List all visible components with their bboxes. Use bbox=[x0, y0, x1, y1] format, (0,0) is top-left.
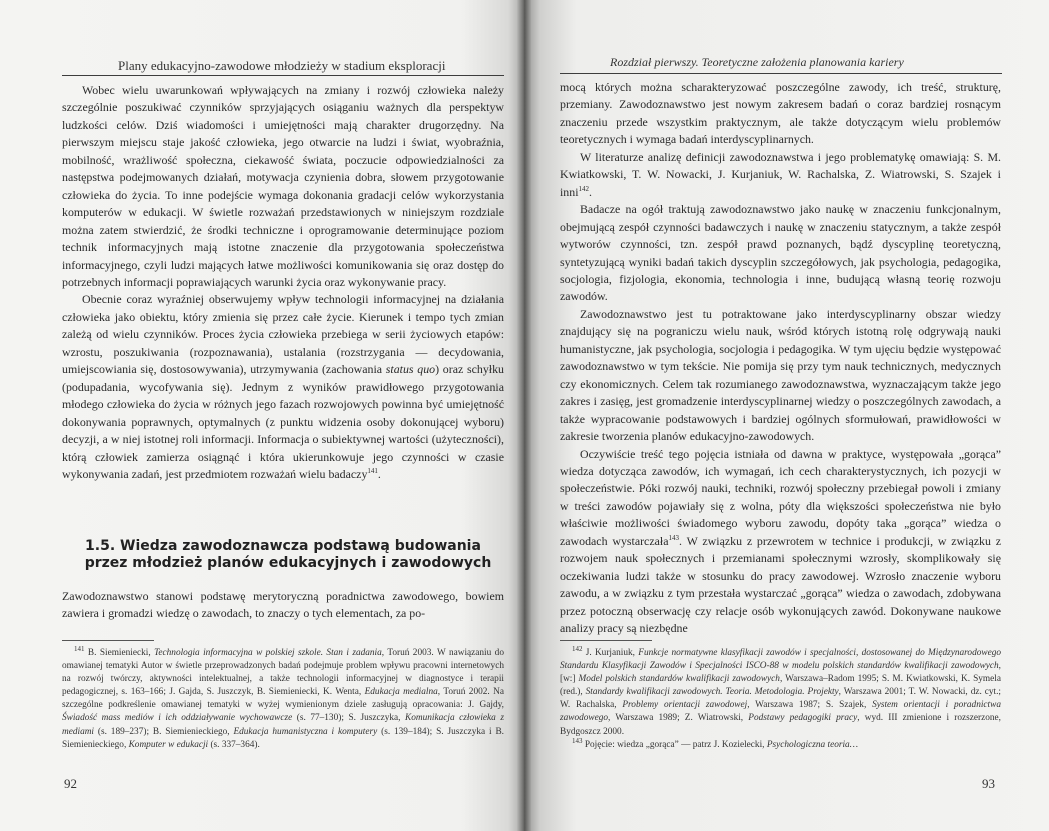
footnote-ref-142: 142 bbox=[578, 184, 589, 193]
footnote-141-title-3: Świadość mass mediów i ich oddziaływanie wychowawcze bbox=[62, 713, 293, 724]
header-rule-left bbox=[62, 75, 504, 76]
footnote-ref-143: 143 bbox=[668, 533, 679, 542]
page-number-right: 93 bbox=[982, 776, 995, 791]
footnote-142-title-2: Model polskich standardów kwalifikacji zawodowych bbox=[578, 674, 780, 685]
footnote-141-text-f: (s. 139–184); S. Juszczyka i B. Siemienieckiego, bbox=[62, 726, 504, 750]
footnote-142-title-4: Problemy orientacji zawodowej bbox=[622, 700, 748, 711]
right-paragraph-1: mocą których można scharakteryzować poszczególne zawody, ich treść, strukturę, przemiany. Zawodoznawstwo jest nowym zakresem badań o coraz bardziej rosnącym znaczeniu przede wszystkim praktycznym, ale także dotyczącym wielu problemów teoretycznych i wymaga badań interdyscyplinarnych. bbox=[560, 80, 1001, 147]
left-paragraph-2-part-a: Obecnie coraz wyraźniej obserwujemy wpływ technologii informacyjnej na działania człowieka jako obiektu, który zmienia się przez całe życie. Kierunek i tempo tych zmian zależą od wielu czynników. Proces życia człowieka przebiega w serii życiowych etapów: wzrostu, poszukiwania (rozpoznawania), ustalania (rozstrzygania — decydowania, umiejscowiania się, dostosowywania), utrzymywania (zachowania bbox=[62, 292, 504, 377]
footnote-rule-right bbox=[560, 640, 652, 641]
footnote-141-mark: 141 bbox=[74, 644, 85, 653]
footnote-143-mark: 143 bbox=[572, 736, 583, 745]
footnote-141-text-a: B. Siemieniecki, bbox=[84, 648, 155, 658]
right-paragraph-3: Badacze na ogół traktują zawodoznawstwo jako naukę w znaczeniu funkcjonalnym, obejmującą zespół czynności badawczych i naukę w znaczeniu statycznym, a także zespół wytworów czynności, tzn. zespół prawd poznanych, bądź dyscyplinę teoretyczną, syntetyzującą wyniki badań takich dyscyplin szczegółowych, jak psychologia, pedagogika, socjologia, fizjologia, ekonomia, technologia i inne, budującą własną teorię rozwoju zawodów. bbox=[560, 202, 1001, 304]
right-paragraph-2-end: . bbox=[589, 184, 592, 199]
right-paragraph-5 bbox=[560, 446, 1001, 638]
footnote-141-title-4: Komunikacja człowieka z mediami bbox=[62, 713, 504, 737]
right-paragraph-2 bbox=[560, 149, 1001, 201]
section-heading-line-2: przez młodzież planów edukacyjnych i zawodowych bbox=[84, 555, 492, 571]
running-header-left: Plany edukacyjno-zawodowe młodzieży w stadium eksploracji bbox=[118, 58, 446, 73]
footnote-141-text-c: , Toruń 2002. Na szczególne podkreślenie omawianej tematyki w wyżej wymienionym dziele zasługują opracowania: J. Gajdy, bbox=[62, 687, 504, 711]
section-heading-line-1: 1.5. Wiedza zawodoznawcza podstawą budowania bbox=[85, 538, 481, 554]
footnotes-right bbox=[560, 644, 1001, 752]
section-heading bbox=[62, 538, 504, 572]
footnote-142-text-a: J. Kurjaniuk, bbox=[582, 648, 639, 658]
left-paragraph-2-part-b: ) oraz schyłku (podupadania, wycofywania się). Jednym z wyników prawidłowego przygotowania młodego człowieka do życia w różnych jego fazach rozwojowych powinna być umiejętność dokonywania poprawnych, optymalnych (z punktu widzenia osoby dokonującej wyboru) decyzji, a w niej istotnej roli informacji. Informacja o subiektywnej wartości (użyteczności), którą człowiek zamierza osiągnąć i która ukierunkowuje jego czynności w czasie wykonywania zadań, jest przedmiotem rozważań wielu badaczy bbox=[62, 362, 504, 481]
footnote-141-text-b: , Toruń 2003. W nawiązaniu do omawianej tematyki Autor w świetle przeprowadzonych badań podejmuje problem wpływu pracowni internetowych na rozwój twórczy, aktywności intelektualnej, a także technologii informacyjnej w diagnostyce i terapii pedagogicznej, s. 163–166; J. Gajda, S. Juszczyk, B. Siemieniecki, K. Wenta, bbox=[62, 648, 504, 698]
footnote-141-title-1: Technologia informacyjna w polskiej szkole. Stan i zadania bbox=[154, 648, 382, 658]
footnote-142-text-c: , Warszawa–Radom 1995; S. M. Kwiatkowski, K. Symela (red.), bbox=[560, 674, 1001, 698]
left-body-text bbox=[62, 82, 504, 483]
footnote-141-text-d: (s. 77–130); S. Juszczyka, bbox=[292, 713, 406, 724]
right-paragraph-5-part-a: Oczywiście treść tego pojęcia istniała od dawna w praktyce, występowała „gorąca” wiedza dotycząca zawodów, ich wymagań, ich cech charakterystycznych, ich pozycji w społeczeństwie. Póki rozwój nauki, techniki, rozwój społeczny przebiegał powoli i zmiany w treści zawodów pojawiały się z wolna, póty dla większości społeczeństwa nie było właściwie możliwości świadomego wyboru zawodu, dopóty taka „gorąca” wiedza o zawodach wystarczała bbox=[560, 446, 1001, 548]
left-page bbox=[0, 0, 524, 831]
footnote-142-text-g: , wyd. III zmienione i rozszerzone, Bydgoszcz 2000. bbox=[560, 713, 1001, 737]
right-paragraph-4: Zawodoznawstwo jest tu potraktowane jako interdyscyplinarny obszar wiedzy znajdujący się na pograniczu wielu nauk, wśród których istotną rolę odgrywają nauki humanistyczne, jak psychologia, socjologia i pedagogika. W tym ujęciu będzie występować zawodoznawstwo w tym tekście. Nie pomija się przy tym nauk technicznych, medycznych czy ekonomicznych. Celem tak rozumianego zawodoznawstwa, wyznaczającym także jego zakres i zasięg, jest gromadzenie interdyscyplinarnej wiedzy o poszczególnych zawodach, a także wypracowanie podstawowych i bardziej ogólnych sformułowań, prawidłowości w zakresie tworzenia planów edukacyjno-zawodowych. bbox=[560, 306, 1001, 444]
footnote-142-text-b: , [w:] bbox=[560, 661, 1001, 685]
footnote-141-title-5: Edukacja humanistyczna i komputery bbox=[233, 726, 378, 737]
right-paragraph-2-text: W literaturze analizę definicji zawodoznawstwa i jego problematykę omawiają: S. M. Kwiatkowski, T. W. Nowacki, J. Kurjaniuk, W. Rachalska, Z. Wiatrowski, S. Szajek i inni bbox=[560, 149, 1001, 199]
right-body-text bbox=[560, 79, 1001, 638]
page-number-left: 92 bbox=[64, 776, 77, 791]
footnote-ref-141: 141 bbox=[367, 467, 378, 475]
footnote-142-title-3: Standardy kwalifikacji zawodowych. Teoria. Metodologia. Projekty bbox=[585, 687, 839, 698]
header-rule-right bbox=[560, 73, 1002, 74]
footnote-143 bbox=[560, 736, 1001, 752]
footnote-rule-left bbox=[62, 640, 154, 641]
footnote-142-text-f: , Warszawa 1989; Z. Wiatrowski, bbox=[608, 713, 749, 724]
footnote-143-title-1: Psychologiczna teoria… bbox=[766, 739, 858, 750]
footnote-141 bbox=[62, 644, 504, 752]
footnote-142-title-6: Podstawy pedagogiki pracy bbox=[748, 713, 858, 724]
footnote-141-title-2: Edukacja medialna bbox=[364, 687, 438, 698]
footnote-141-text-e: (s. 189–237); B. Siemienieckiego, bbox=[94, 726, 234, 737]
right-page bbox=[524, 0, 1049, 831]
running-header-right: Rozdział pierwszy. Teoretyczne założenia planowania kariery bbox=[610, 55, 904, 69]
footnote-142-mark: 142 bbox=[572, 644, 583, 653]
footnote-143-text-a: Pojęcie: wiedza „gorąca” — patrz J. Kozielecki, bbox=[582, 739, 767, 750]
left-paragraph-2-italic: status quo bbox=[385, 362, 436, 377]
footnote-142-title-1: Funkcje normatywne klasyfikacji zawodów i specjalności, dostosowanej do Międzynarodowego Standardu Klasyfikacji Zawodów i Specjalności ISCO-88 w modelu polskich standardów kwalifikacji zawodowych bbox=[560, 648, 1001, 672]
footnote-142-title-5: System orientacji i poradnictwa zawodowego bbox=[560, 700, 1001, 724]
section-paragraph: Zawodoznawstwo stanowi podstawę merytoryczną poradnictwa zawodowego, bowiem zawiera i gromadzi wiedzę o zawodach, to znaczy o tych elementach, za po- bbox=[62, 589, 504, 621]
right-paragraph-5-part-b: . W związku z przewrotem w technice i produkcji, w związku z rozwojem nauk społecznych i przemianami społecznymi wzrosły, skomplikowały się oczekiwania ludzi także w stosunku do pracy zawodowej. Wzrosło znaczenie wyboru zawodu, a w związku z tym przestała wystarczać „gorąca” wiedza o zawodach, zdobywana przez potoczną obserwację czy relacje osób wykonujących zawód. Dokonywane naukowe analizy pracy są niezbędne bbox=[560, 533, 1001, 636]
footnote-141-title-6: Komputer w edukacji bbox=[128, 739, 209, 750]
left-paragraph-1: Wobec wielu uwarunkowań wpływających na zmiany i rozwój człowieka należy szczególnie poszukiwać czynników sprzyjających osiąganiu ważnych dla perspektyw ludzkości celów. Dziś wiadomości i umiejętności mają charakter drugorzędny. Na pierwszym miejscu staje jakość człowieka, jego otwarcie na ludzi i świat, wyobraźnia, mobilność, wrażliwość społeczna, ciekawość świata, poczucie odpowiedzialności za następstwa podejmowanych działań, motywacja czynienia dobra, słowem przygotowanie człowieka do życia. To inne podejście wymaga dokonania gradacji celów wykorzystania komputerów w edukacji. W świetle rozważań przedstawionych w niniejszym rozdziale można zatem stwierdzić, że środki techniczne i oprogramowanie determinujące poziom technik informacyjnych mają istotne znaczenie dla przygotowania społeczeństwa informacyjnego, czyli ludzi mających łatwe możliwości komunikowania się oraz dostęp do potrzebnych informacji poprawiających warunki życia oraz wykonywanie pracy. bbox=[62, 83, 504, 289]
book-gutter bbox=[517, 0, 531, 831]
left-paragraph-2 bbox=[62, 291, 504, 483]
footnote-142 bbox=[560, 644, 1001, 739]
left-paragraph-2-end: . bbox=[377, 466, 381, 481]
footnote-142-text-d: , Warszawa 2001; T. W. Nowacki, dz. cyt.; W. Rachalska, bbox=[560, 687, 1001, 711]
footnote-142-text-e: , Warszawa 1987; S. Szajek, bbox=[747, 700, 873, 711]
footnote-141-text-g: (s. 337–364). bbox=[208, 739, 260, 750]
